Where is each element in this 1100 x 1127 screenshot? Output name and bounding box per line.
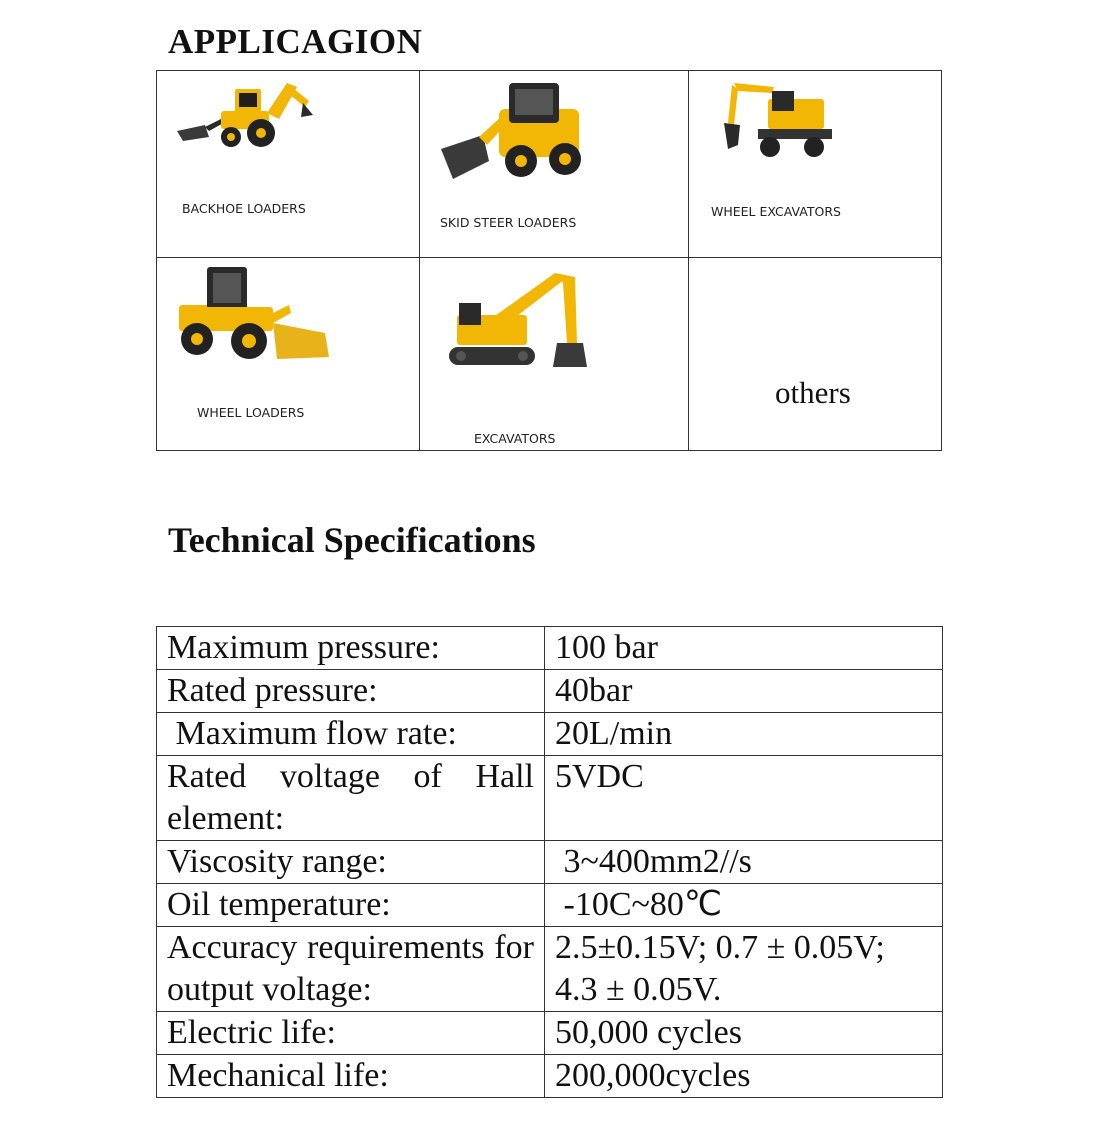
table-row	[157, 756, 943, 841]
spec-label: Rated voltage of Hall element:	[157, 756, 545, 841]
table-row	[157, 670, 943, 713]
spec-label: Viscosity range:	[157, 841, 545, 884]
backhoe-loader-icon	[175, 75, 315, 155]
table-row	[157, 884, 943, 927]
spec-value: 20L/min	[545, 713, 943, 756]
wheel-loader-icon	[173, 265, 333, 369]
table-row	[157, 627, 943, 670]
spec-value: 2.5±0.15V; 0.7 ± 0.05V; 4.3 ± 0.05V.	[545, 927, 943, 1012]
skid-steer-loader-icon	[439, 79, 589, 183]
spec-value: 100 bar	[545, 627, 943, 670]
application-label: WHEEL EXCAVATORS	[711, 204, 841, 219]
application-grid	[156, 70, 942, 451]
specifications-table	[156, 626, 943, 1098]
spec-label: Mechanical life:	[157, 1055, 545, 1098]
spec-value: 200,000cycles	[545, 1055, 943, 1098]
application-label: others	[775, 375, 851, 410]
application-label: EXCAVATORS	[474, 431, 556, 446]
spec-label: Accuracy requirements for output voltage:	[157, 927, 545, 1012]
application-cell-others	[688, 257, 943, 452]
spec-label: Maximum pressure:	[157, 627, 545, 670]
application-label: BACKHOE LOADERS	[182, 201, 306, 216]
application-cell-backhoe-loaders	[157, 71, 419, 257]
table-row	[157, 1055, 943, 1098]
spec-value: 3~400mm2//s	[545, 841, 943, 884]
application-cell-wheel-excavators	[688, 71, 943, 257]
spec-value: 5VDC	[545, 756, 943, 841]
table-row	[157, 841, 943, 884]
application-cell-excavators	[419, 257, 688, 452]
table-row	[157, 927, 943, 1012]
application-cell-skid-steer-loaders	[419, 71, 688, 257]
application-label: WHEEL LOADERS	[197, 405, 305, 420]
wheel-excavator-icon	[714, 75, 834, 165]
spec-label: Rated pressure:	[157, 670, 545, 713]
spec-label: Electric life:	[157, 1012, 545, 1055]
spec-value: 50,000 cycles	[545, 1012, 943, 1055]
specifications-heading: Technical Specifications	[168, 520, 536, 560]
table-row	[157, 713, 943, 756]
spec-label: Maximum flow rate:	[157, 713, 545, 756]
spec-label: Oil temperature:	[157, 884, 545, 927]
spec-value: -10C~80℃	[545, 884, 943, 927]
spec-value: 40bar	[545, 670, 943, 713]
excavator-icon	[445, 263, 595, 385]
application-heading: APPLICAGION	[168, 22, 423, 61]
application-cell-wheel-loaders	[157, 257, 419, 452]
table-row	[157, 1012, 943, 1055]
application-label: SKID STEER LOADERS	[440, 215, 577, 230]
